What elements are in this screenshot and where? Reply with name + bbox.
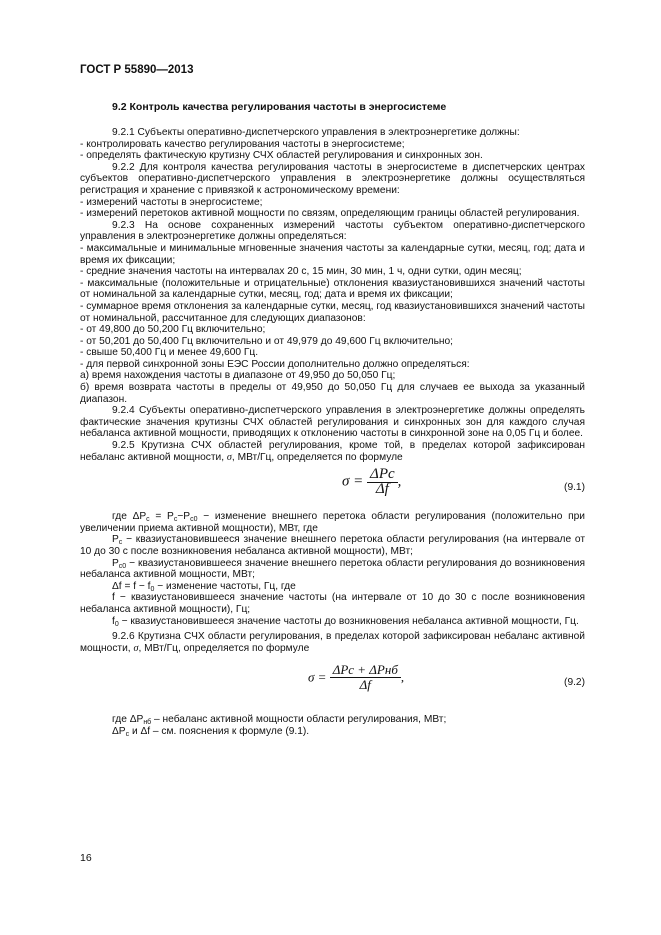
p923-range2: - от 50,201 до 50,400 Гц включительно и от 49,979 до 49,600 Гц включительно; <box>80 335 454 347</box>
formula-9-1-number: (9.1) <box>564 482 585 494</box>
p923-item3: - максимальные (положительные и отрицательные) отклонения квазиустановившихся значений частоты от номинальной за календарные сутки, месяц, год; дата и время их фиксации; <box>80 277 585 301</box>
formula-9-2-fraction <box>330 664 401 690</box>
page-number: 16 <box>80 852 92 864</box>
standard-header: ГОСТ Р 55890—2013 <box>80 64 194 76</box>
p923-sub-b: б) время возврата частоты в пределы от 49,950 до 50,050 Гц для случаев ее выхода за указанный диапазон. <box>80 382 585 405</box>
formula-9-2-denominator: Δf <box>359 676 371 692</box>
p925-text: 9.2.5 Крутизна СЧХ областей регулирования, кроме той, в пределах которой зафиксирован небаланс активной мощности, σ, МВт/Гц, определяется по формуле <box>80 440 585 463</box>
formula-9-2-numerator: ΔPс + ΔPнб <box>330 664 401 678</box>
p923-item2: - средние значения частоты на интервалах 20 с, 15 мин, 30 мин, 1 ч, одни сутки, один месяц; <box>80 266 522 278</box>
section-title: 9.2 Контроль качества регулирования частоты в энергосистеме <box>112 101 447 113</box>
p923-item1: - максимальные и минимальные мгновенные значения частоты за календарные сутки, месяц, год; дата и время их фиксации; <box>80 242 585 266</box>
where-dpc-df: $\Delta P_с$ и Δf – см. пояснения к формуле (9.1). <box>112 725 310 738</box>
p923-sub-a: а) время нахождения частоты в диапазоне от 49,950 до 50,050 Гц; <box>80 370 396 382</box>
p921-item1: - контролировать качество регулирования частоты в энергосистеме; <box>80 138 405 150</box>
p923-intro: 9.2.3 На основе сохраненных измерений частоты субъектом оперативно-диспетчерского управления в электроэнергетике должны определяться: <box>80 219 585 243</box>
p923-range1: - от 49,800 до 50,200 Гц включительно; <box>80 324 266 336</box>
p923-item4: - суммарное время отклонения за календарные сутки, месяц, год квазиустановившихся значений частоты от номинальной, рассчитанное для следующих диапазонов: <box>80 300 585 324</box>
document-body <box>80 127 585 738</box>
p926-text: 9.2.6 Крутизна СЧХ области регулирования, в пределах которой зафиксирован небаланс активной мощности, σ, МВт/Гц, определяется по формуле <box>80 631 585 654</box>
where-f: f − квазиустановившееся значение частоты (на интервале от 10 до 30 с после возникновения небаланса активной мощности), Гц; <box>80 592 585 615</box>
p921-intro: 9.2.1 Субъекты оперативно-диспетчерского управления в электроэнергетике должны: <box>112 127 520 138</box>
formula-9-1-fraction <box>367 466 398 497</box>
p923-range3: - свыше 50,400 Гц и менее 49,600 Гц. <box>80 347 259 359</box>
p922-intro: 9.2.2 Для контроля качества регулирования частоты в энергосистеме в диспетчерских центрах субъектов оперативно-диспетчерского управления в электроэнергетике должны осуществляться регистрация и хранение с привязкой к астрономическому времени: <box>80 161 585 196</box>
where-dpc: где $\Delta P_с = P_с-P_{с0}$ − изменение внешнего перетока области регулирования (положительно при увеличении приема активной мощности), МВт, где <box>80 511 585 534</box>
formula-9-1: σ = $\frac{\text{ΔPс}}{\Delta f}$ , (9.1) <box>342 466 585 497</box>
formula-9-1-denominator: Δf <box>375 480 389 497</box>
p923-item5: - для первой синхронной зоны ЕЭС России дополнительно должно определяться: <box>80 358 470 370</box>
p921-item2: - определять фактическую крутизну СЧХ областей регулирования и синхронных зон. <box>80 150 483 162</box>
p922-item1: - измерений частоты в энергосистеме; <box>80 196 263 208</box>
where-pc0: $P_{с0}$ − квазиустановившееся значение внешнего перетока области регулирования до возникновения небаланса активной мощности, МВт; <box>80 557 585 581</box>
formula-9-2: σ = $\frac{\text{ΔPс + ΔPнб}}{\Delta f}$ , (9.2) <box>308 662 585 692</box>
where-pc: $P_с$ − квазиустановившееся значение внешнего перетока области регулирования (на интервале от 10 до 30 с после возникновения небаланса активной мощности), МВт; <box>80 534 585 557</box>
where-df: $\Delta f = f - f_0$ − изменение частоты, Гц, где <box>112 580 296 593</box>
formula-9-1-lhs: σ = <box>342 473 364 490</box>
formula-9-2-number: (9.2) <box>564 677 585 689</box>
formula-9-1-numerator: ΔPс <box>367 469 398 483</box>
p924-text: 9.2.4 Субъекты оперативно-диспетчерского управления в электроэнергетике должны определять фактические значения крутизны СЧХ областей регулирования и синхронных зон для каждого случая небаланса активной мощности, приводящих к отклонению частоты в синхронной зоне на 0,05 Гц и более. <box>80 405 585 440</box>
p922-item2: - измерений перетоков активной мощности по связям, определяющим границы областей регулирования. <box>80 208 580 220</box>
where-dpnb: где $\Delta P_{нб}$ – небаланс активной мощности области регулирования, МВт; <box>112 714 447 727</box>
where-f0: $f_0$ − квазиустановившееся значение частоты до возникновения небаланса активной мощности, Гц. <box>112 615 579 628</box>
formula-9-2-lhs: σ = <box>308 669 327 685</box>
